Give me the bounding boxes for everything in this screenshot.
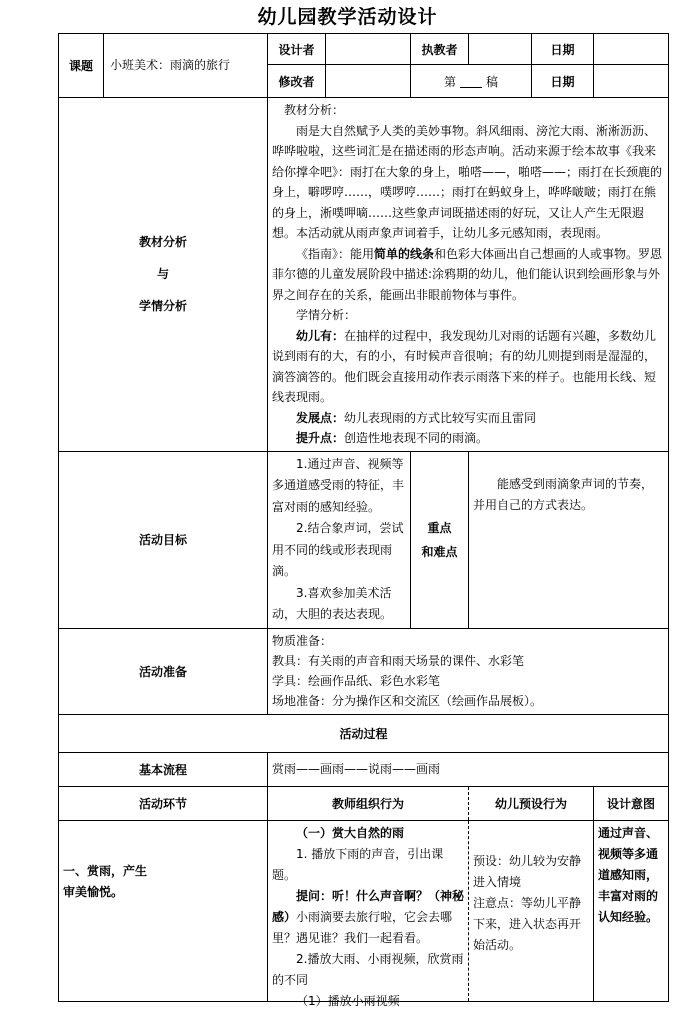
topic-value: 小班美术：雨滴的旅行 (104, 34, 268, 98)
lift-text: 创造性地表现不同的雨滴。 (344, 431, 489, 445)
stage-1-cell (59, 820, 268, 1001)
basic-flow-text: 赏雨——画雨——说雨——画雨 (268, 752, 669, 786)
learner-heading: 学情分析： (296, 308, 357, 322)
guide-prefix: 《指南》：能用 (296, 246, 375, 261)
prep-label: 活动准备 (59, 628, 268, 714)
date-label-2: 日期 (532, 65, 594, 98)
col-stage-header: 活动环节 (59, 786, 268, 820)
col-intent-header: 设计意图 (594, 786, 669, 820)
key-label-1: 重点 (427, 520, 452, 535)
lift-label: 提升点： (296, 431, 345, 445)
teacher-step-4: （1）播放小雨视频 (296, 993, 400, 1008)
prep-line-1: 物质准备： (272, 634, 333, 648)
goals-content (268, 451, 411, 628)
goal-3: 3.喜欢参加美术活动，大胆的表达表现。 (272, 585, 393, 621)
col-teacher-header: 教师组织行为 (268, 786, 469, 820)
intent-cell (594, 820, 669, 1001)
analysis-content (268, 98, 669, 452)
child-note: 注意点：等幼儿平静下来，进入状态再开始活动。 (473, 895, 582, 952)
dev-label: 发展点： (296, 410, 345, 425)
key-text: 能感受到雨滴象声词的节奏，并用自己的方式表达。 (473, 476, 654, 512)
designer-label: 设计者 (268, 34, 326, 65)
date-value-2[interactable] (594, 65, 669, 98)
analysis-label-2: 与 (156, 267, 169, 282)
prep-line-4: 场地准备：分为操作区和交流区（绘画作品展板）。 (272, 694, 543, 708)
lesson-plan-table (58, 33, 669, 1008)
teacher-step-2 (272, 886, 464, 949)
basic-flow-label: 基本流程 (59, 752, 268, 786)
teacher-behavior-cell (268, 820, 469, 1008)
material-heading: 教材分析： (284, 103, 345, 117)
teacher-question: 提问：听！什么声音啊？（神秘感） (272, 888, 465, 924)
material-paragraph: 雨是大自然赋予人类的美妙事物。斜风细雨、滂沱大雨、淅淅沥沥、哗哗啦啦，这些词汇是在描述雨的形态声响。活动来源于绘本故事《我来给你撑伞吧》：雨打在大象的身上，啪嗒——，啪嗒——；雨打在长颈鹿的身上，噼啰哼……，噗啰哼……；雨打在蚂蚁身上，哗哗啵啵；雨打在熊的身上，淅噗呷嘀……这些象声词既描述雨的好玩，又让人产生无限遐想。本活动就从雨声象声词着手，让幼儿多元感知雨，表现雨。 (272, 123, 663, 240)
learner-have-text: 在抽样的过程中，我发现幼儿对雨的话题有兴趣，多数幼儿说到雨有的大，有的小，有时候声音很响；有的幼儿则提到雨是湿湿的，滴答滴答的。他们既会直接用动作表示雨落下来的样子。也能用长线、短线表现雨。 (272, 328, 657, 404)
guide-bold: 简单的线条 (374, 246, 435, 261)
key-points-label (411, 451, 469, 628)
key-points-content (469, 451, 669, 628)
prep-content (268, 628, 669, 714)
teacher-label: 执教者 (411, 34, 469, 65)
dev-text: 幼儿表现雨的方式比较写实而且雷同 (344, 410, 537, 425)
goal-2: 2.结合象声词，尝试用不同的线或形表现雨滴。 (272, 521, 404, 578)
teacher-value[interactable] (469, 34, 532, 65)
lift-point (272, 428, 664, 449)
child-preset: 预设：幼儿较为安静进入情境 (473, 853, 582, 889)
draft-suffix: 稿 (486, 74, 499, 89)
guide-paragraph (272, 244, 664, 306)
draft-number (411, 65, 532, 98)
intent-1: 通过声音、视频等多通道感知雨，丰富对雨的认知经验。 (598, 825, 659, 924)
teacher-step-3: 2.播放大雨、小雨视频，欣赏雨的不同 (272, 951, 464, 987)
goals-label: 活动目标 (59, 451, 268, 628)
date-value[interactable] (594, 34, 669, 65)
teacher-heading: （一）赏大自然的雨 (296, 825, 405, 840)
goal-1: 1.通过声音、视频等多通道感受雨的特征，丰富对雨的感知经验。 (272, 456, 405, 514)
stage-1-label: 一、赏雨，产生审美愉悦。 (63, 863, 148, 899)
col-child-header: 幼儿预设行为 (469, 786, 594, 820)
prep-line-3: 学具：绘画作品纸、彩色水彩笔 (272, 674, 441, 688)
prep-line-2: 教具：有关雨的声音和雨天场景的课件、水彩笔 (272, 654, 525, 668)
date-label: 日期 (532, 34, 594, 65)
process-heading: 活动过程 (59, 714, 669, 752)
reviser-label: 修改者 (268, 65, 326, 98)
teacher-step-1: 1. 播放下雨的声音，引出课题。 (272, 846, 444, 882)
dev-point (272, 408, 664, 429)
topic-label: 课题 (59, 34, 104, 98)
analysis-label-3: 学情分析 (138, 299, 187, 314)
draft-blank[interactable] (460, 75, 482, 88)
learner-paragraph (272, 326, 664, 408)
analysis-label-1: 教材分析 (138, 235, 187, 250)
guide-rest: 和色彩大体画出自己想画的人或事物。罗恩菲尔德的儿童发展阶段中描述:涂鸦期的幼儿，他们能认识到绘画形象与外界之间存在的关系，能画出非眼前物体与事件。 (272, 246, 663, 302)
key-label-2: 和难点 (421, 544, 458, 559)
analysis-label (59, 98, 268, 452)
draft-prefix: 第 (443, 74, 456, 89)
teacher-question-rest: 小雨滴要去旅行啦，它会去哪里？遇见谁？我们一起看看。 (272, 909, 453, 945)
child-behavior-cell (469, 820, 594, 1001)
reviser-value[interactable] (326, 65, 411, 98)
page-title: 幼儿园教学活动设计 (257, 6, 438, 28)
designer-value[interactable] (326, 34, 411, 65)
learner-have-label: 幼儿有： (296, 328, 345, 343)
